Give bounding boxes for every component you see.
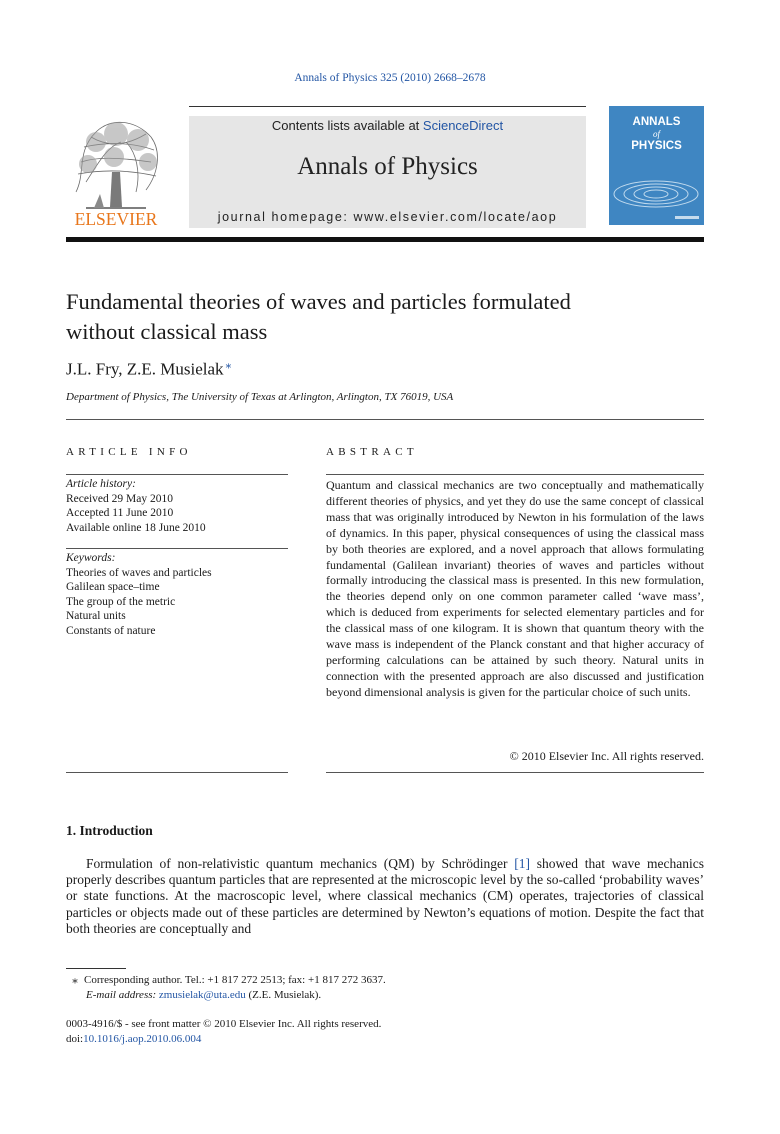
article-info-divider-mid (66, 548, 288, 549)
intro-text-part1: Formulation of non-relativistic quantum mechanics (QM) by Schrödinger (86, 856, 515, 871)
abstract-copyright: © 2010 Elsevier Inc. All rights reserved. (509, 749, 704, 763)
received-date: Received 29 May 2010 (66, 492, 173, 505)
article-info-divider-top (66, 474, 288, 475)
history-label: Article history: (66, 478, 136, 490)
abstract-heading: ABSTRACT (326, 446, 418, 458)
doi-label: doi: (66, 1033, 84, 1045)
corresponding-author-mark[interactable]: ⁎ (225, 359, 232, 371)
header-thick-rule (66, 237, 704, 242)
introduction-paragraph (66, 856, 704, 937)
header-divider (189, 106, 586, 107)
keywords-section (66, 551, 288, 638)
journal-title: Annals of Physics (297, 153, 478, 180)
keyword-item: Galilean space–time (66, 581, 160, 593)
abstract-divider-bottom (326, 772, 704, 773)
sciencedirect-link[interactable]: ScienceDirect (422, 118, 504, 133)
reference-link[interactable]: [1] (514, 856, 530, 871)
contents-availability (189, 118, 586, 133)
cover-title-line2: of (652, 129, 660, 139)
contents-prefix: Contents lists available at (271, 118, 423, 133)
email-suffix: (Z.E. Musielak). (245, 989, 322, 1001)
cover-ripple-icon (609, 106, 704, 225)
article-info-heading: ARTICLE INFO (66, 446, 192, 458)
issn-doi-block (66, 1017, 381, 1047)
abstract-divider-top (326, 474, 704, 475)
elsevier-logo (66, 112, 166, 230)
section-heading-introduction: 1. Introduction (66, 823, 153, 838)
author-affiliation: Department of Physics, The University of Texas at Arlington, Arlington, TX 76019, USA (66, 391, 454, 403)
footnote-mark: ⁎ (72, 974, 78, 986)
footnote-divider (66, 968, 126, 969)
article-history (66, 477, 288, 535)
keyword-item: The group of the metric (66, 595, 176, 608)
abstract-body: Quantum and classical mechanics are two conceptually and mathematically different theories of physics, and yet they do use the same concept of classical mass that was originally introduced by Newton in his formulation of the laws of dynamics. In this paper, physical consequences of using the classical mass by both theories are explored, and a novel approach that allows formulating fundamental (Galilean invariant) theories of waves and particles without formally introducing the classical mass is presented. In this new formulation, the theories depend only on one common parameter called ‘wave mass’, which is deduced from experiments for selected elementary particles and for the classical mass of one kilogram. It is shown that quantum theory with the wave mass is independent of the Planck constant and that higher accuracy of performing calculations can be attained by such theory. Natural units in connection with the presented approach are also discussed and justification beyond dimensional analysis is given for the particular choice of such units. (326, 478, 704, 699)
journal-reference[interactable]: Annals of Physics 325 (2010) 2668–2678 (294, 72, 486, 84)
issn-line: 0003-4916/$ - see front matter © 2010 Elsevier Inc. All rights reserved. (66, 1018, 382, 1030)
paper-title-line1: Fundamental theories of waves and particles formulated (66, 289, 571, 314)
keywords-label: Keywords: (66, 552, 116, 564)
footnote (66, 973, 704, 1003)
cover-title-line1: ANNALS (632, 116, 681, 128)
cover-title-line3: PHYSICS (631, 140, 682, 152)
keyword-item: Theories of waves and particles (66, 566, 212, 579)
affiliation-divider (66, 419, 704, 420)
corresponding-author-note: Corresponding author. Tel.: +1 817 272 2513; fax: +1 817 272 3637. (84, 974, 386, 986)
accepted-date: Accepted 11 June 2010 (66, 507, 174, 519)
keyword-item: Natural units (66, 610, 126, 622)
keyword-item: Constants of nature (66, 624, 156, 637)
paper-title (66, 287, 704, 347)
journal-homepage[interactable]: journal homepage: www.elsevier.com/locate/aop (217, 210, 558, 224)
email-link[interactable]: zmusielak@uta.edu (158, 989, 246, 1001)
doi-link[interactable]: 10.1016/j.aop.2010.06.004 (83, 1033, 202, 1045)
paper-title-line2: without classical mass (66, 319, 268, 344)
author-list (66, 358, 231, 380)
elsevier-wordmark: ELSEVIER (74, 209, 158, 229)
authors-names: J.L. Fry, Z.E. Musielak (66, 359, 224, 379)
article-info-divider-bottom (66, 772, 288, 773)
online-date: Available online 18 June 2010 (66, 521, 206, 534)
journal-cover[interactable] (609, 106, 704, 225)
intro-text-part2: showed that wave mechanics properly describes quantum particles that are represented at the microscopic level by the so-called ‘probability waves’ or state functions. At the macroscopic level, where classical mechanics (CM) operates, trajectories of classical particles or objects made out of these particles are determined by Newton’s equations of motion. Despite the fact that both theories are conceptually and (66, 856, 704, 936)
elsevier-tree-icon (66, 112, 166, 230)
email-label: E-mail address: (86, 989, 157, 1001)
